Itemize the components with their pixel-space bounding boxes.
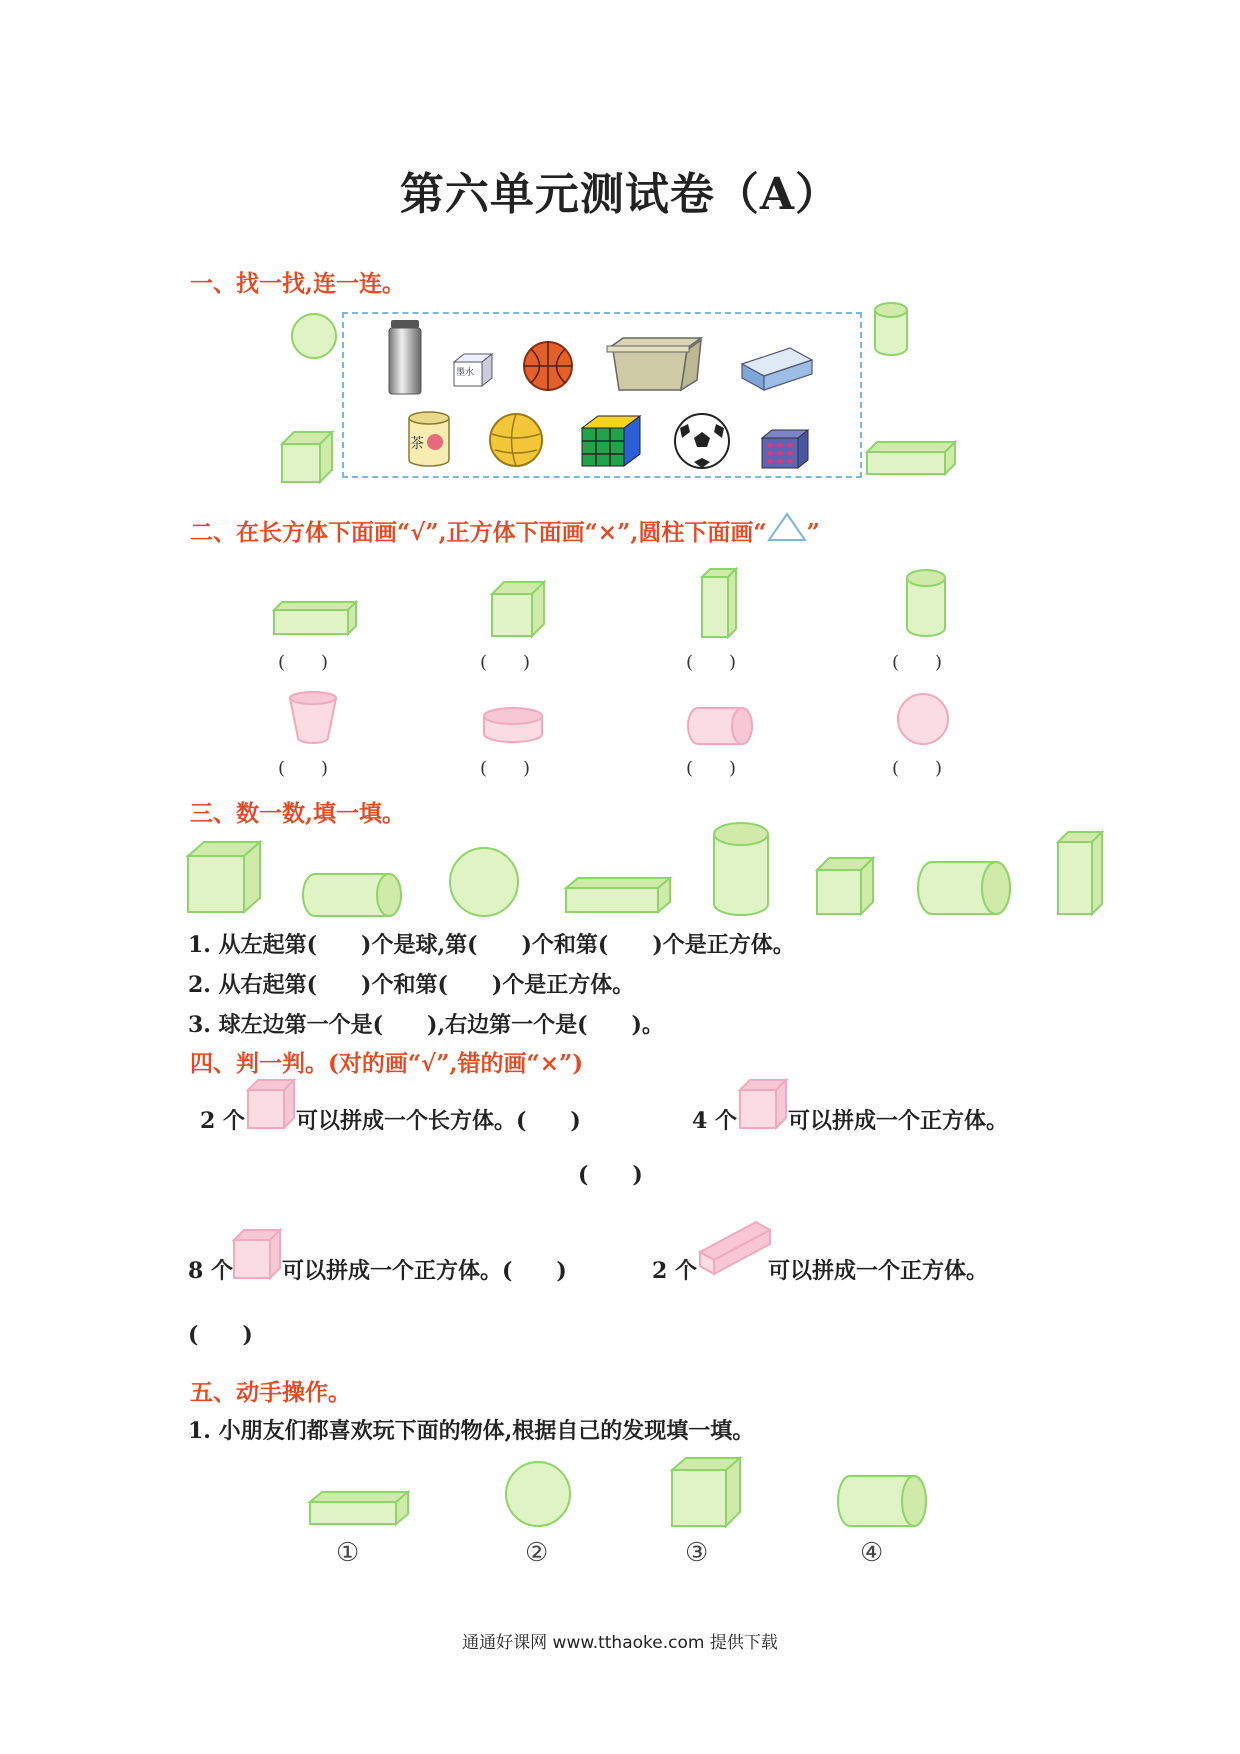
section2-heading: 二、在长方体下面画“√”,正方体下面画“×”,圆柱下面画“ ”: [190, 512, 820, 547]
lying-cylinder-shape: [688, 706, 754, 746]
section3-heading: 三、数一数,填一填。: [190, 800, 406, 827]
storage-box-icon: [605, 336, 705, 394]
tall-cuboid-shape-8: [1056, 830, 1104, 916]
section3-question-2: 2. 从右起第( )个和第( )个是正方体。: [188, 972, 635, 998]
cuboid-shape: [272, 600, 358, 636]
pink-cube-icon: [738, 1078, 788, 1130]
cuboid-icon: [865, 440, 957, 478]
tall-cylinder-shape-5: [712, 822, 770, 918]
tissue-box-icon: [740, 344, 814, 392]
ink-label: 墨水: [456, 368, 475, 378]
judge-item-2-paren[interactable]: ( ): [578, 1162, 643, 1188]
dice-cube-icon: [760, 428, 810, 470]
shape-label-2: ②: [525, 1538, 549, 1568]
short-cylinder-shape: [482, 706, 544, 746]
pink-sphere-shape: [896, 692, 950, 746]
judge-item-3-pre: 8 个: [188, 1258, 233, 1284]
pink-cube-icon: [246, 1078, 296, 1130]
shape-label-1: ①: [336, 1538, 360, 1568]
soccer-ball-icon: [672, 412, 732, 470]
answer-blank[interactable]: ( ): [892, 652, 943, 673]
answer-blank[interactable]: ( ): [480, 758, 531, 779]
judge-item-3-post: 可以拼成一个正方体。( ): [282, 1258, 567, 1284]
judge-item-2-post: 可以拼成一个正方体。: [788, 1108, 1009, 1134]
cup-shape: [286, 690, 340, 744]
lying-cylinder-shape-7: [918, 860, 1012, 916]
cube-shape-3: [670, 1456, 742, 1528]
sphere-shape-3: [448, 846, 520, 918]
cylinder-icon: [872, 300, 912, 360]
answer-blank[interactable]: ( ): [480, 652, 531, 673]
section4-heading: 四、判一判。(对的画“√”,错的画“×”): [190, 1050, 584, 1077]
tea-label: 茶: [410, 436, 424, 452]
rubiks-cube-icon: [580, 412, 642, 468]
footer: 通通好课网 www.tthaoke.com 提供下载: [462, 1633, 778, 1653]
flat-cuboid-shape-4: [564, 876, 672, 914]
thermos-icon: [385, 318, 425, 398]
answer-blank[interactable]: ( ): [686, 652, 737, 673]
answer-blank[interactable]: ( ): [278, 758, 329, 779]
judge-item-4-pre: 2 个: [652, 1258, 697, 1284]
shape-label-4: ④: [860, 1538, 884, 1568]
section3-question-3: 3. 球左边第一个是( ),右边第一个是( )。: [188, 1012, 664, 1038]
sphere-shape-2: [504, 1460, 572, 1528]
pink-cube-icon: [232, 1228, 282, 1280]
judge-item-4-post: 可以拼成一个正方体。: [768, 1258, 989, 1284]
lying-cylinder-shape-2: [303, 872, 405, 918]
cube-icon: [280, 430, 335, 485]
tall-cuboid-shape: [700, 567, 738, 639]
sphere-icon: [290, 312, 340, 362]
basketball-icon: [522, 340, 574, 392]
answer-blank[interactable]: ( ): [278, 652, 329, 673]
judge-item-4-paren[interactable]: ( ): [188, 1322, 253, 1348]
section3-question-1: 1. 从左起第( )个是球,第( )个和第( )个是正方体。: [188, 932, 795, 958]
judge-item-1-pre: 2 个: [200, 1108, 245, 1134]
lying-cylinder-shape-4: [838, 1474, 928, 1528]
triangle-icon: [767, 512, 807, 542]
cube-shape-1: [186, 840, 262, 916]
cube-shape: [490, 580, 546, 638]
answer-blank[interactable]: ( ): [892, 758, 943, 779]
volleyball-icon: [487, 412, 545, 468]
shape-label-3: ③: [685, 1538, 709, 1568]
judge-item-2-pre: 4 个: [692, 1108, 737, 1134]
answer-blank[interactable]: ( ): [686, 758, 737, 779]
cylinder-shape: [905, 568, 947, 640]
section1-heading: 一、找一找,连一连。: [190, 270, 406, 297]
cube-shape-6: [815, 856, 875, 916]
page-title: 第六单元测试卷（A）: [399, 169, 841, 220]
section5-question-1: 1. 小朋友们都喜欢玩下面的物体,根据自己的发现填一填。: [188, 1418, 755, 1444]
judge-item-1-post: 可以拼成一个长方体。( ): [296, 1108, 581, 1134]
cuboid-shape-1: [308, 1490, 410, 1526]
section5-heading: 五、动手操作。: [190, 1379, 351, 1406]
pink-long-cuboid-icon: [698, 1220, 772, 1276]
